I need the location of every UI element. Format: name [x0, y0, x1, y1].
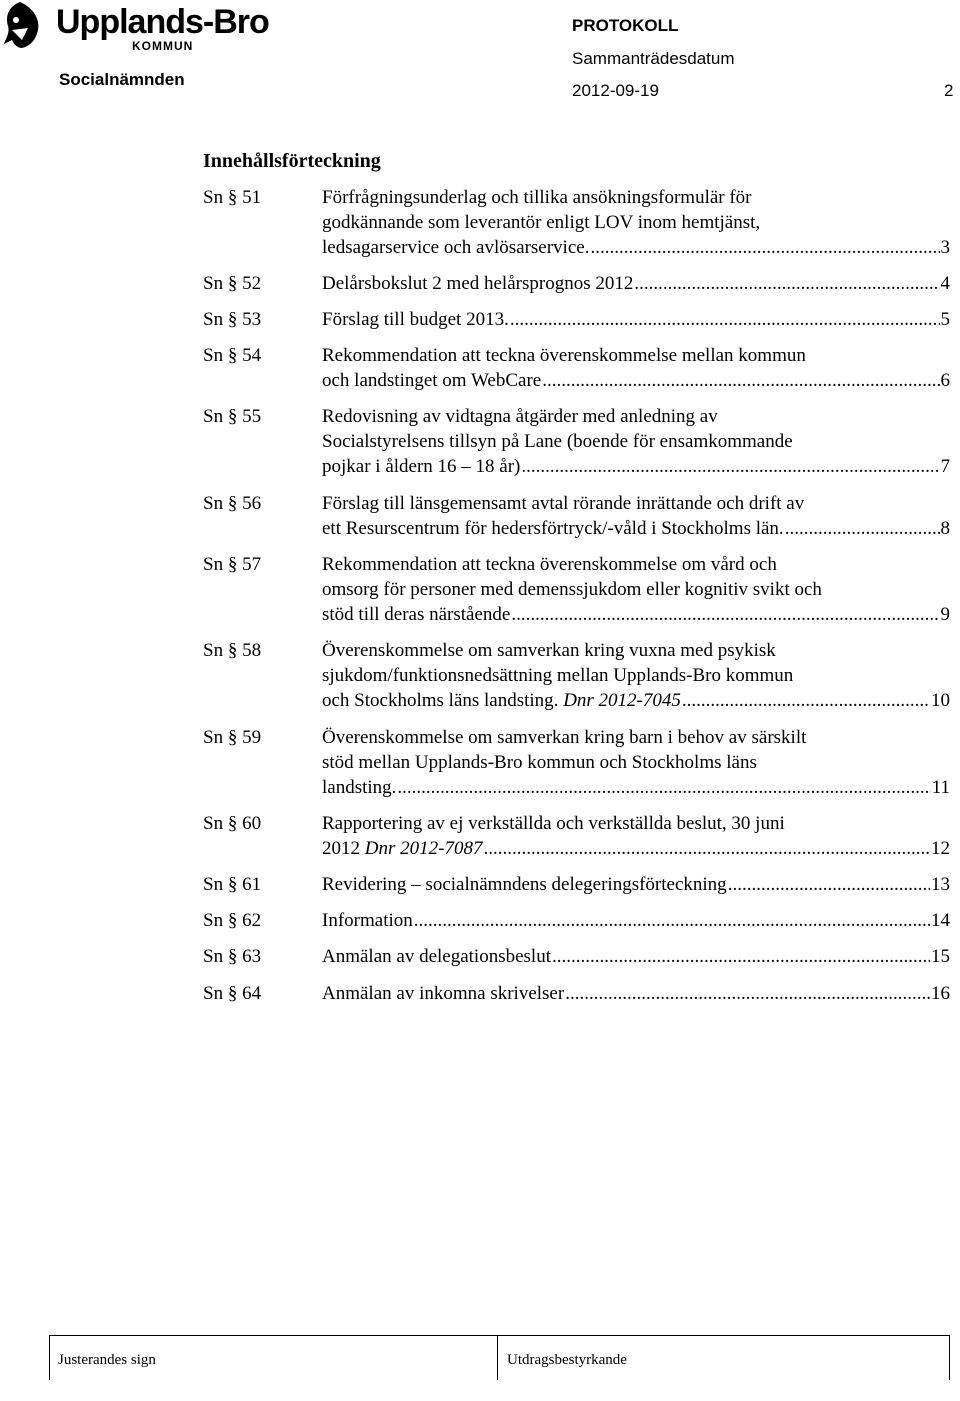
entry-text-line: Överenskommelse om samverkan kring vuxna med psykisk — [322, 640, 776, 661]
entry-text-line: Rekommendation att teckna överenskommelse om vård och — [322, 554, 777, 575]
page-ref: 15 — [931, 946, 950, 967]
toc-entry[interactable] — [203, 908, 950, 933]
dot-leader — [552, 944, 930, 969]
page-ref: 14 — [931, 910, 950, 931]
section-number: Sn § 62 — [203, 910, 262, 931]
entry-text-line: Socialstyrelsens tillsyn på Lane (boende för ensamkommande — [322, 431, 793, 452]
dnr-reference: Dnr 2012-7045 — [563, 690, 681, 711]
entry-text-line: Redovisning av vidtagna åtgärder med anledning av — [322, 406, 718, 427]
page-ref: 13 — [931, 874, 950, 895]
page-ref: 4 — [940, 273, 950, 294]
entry-text-line: Information — [322, 910, 413, 931]
dot-leader — [682, 688, 930, 713]
upplands-bro-logo — [0, 0, 300, 56]
toc-entry[interactable] — [203, 552, 950, 627]
dot-leader — [542, 368, 939, 393]
section-number: Sn § 53 — [203, 309, 262, 330]
entry-text-line: omsorg för personer med demenssjukdom eller kognitiv svikt och — [322, 579, 822, 600]
toc-entry[interactable] — [203, 307, 950, 332]
entry-text-line: sjukdom/funktionsnedsättning mellan Upplands-Bro kommun — [322, 665, 794, 686]
document-type: PROTOKOLL — [572, 16, 679, 35]
section-number: Sn § 61 — [203, 874, 262, 895]
entry-text-line: Förfrågningsunderlag och tillika ansökningsformulär för — [322, 187, 752, 208]
utdragsbestyrkande-label: Utdragsbestyrkande — [507, 1352, 627, 1368]
entry-text-line: Anmälan av delegationsbeslut — [322, 946, 551, 967]
dot-leader — [521, 454, 939, 479]
page-ref: 11 — [931, 777, 950, 798]
dot-leader — [785, 516, 940, 541]
toc-entry[interactable] — [203, 271, 950, 296]
entry-text-line: Överenskommelse om samverkan kring barn i behov av särskilt — [322, 727, 807, 748]
entry-text-line: ledsagarservice och avlösarservice. — [322, 237, 590, 258]
section-number: Sn § 57 — [203, 554, 262, 575]
signature-box — [49, 1335, 950, 1380]
toc-entry[interactable] — [203, 872, 950, 897]
entry-text-line: och Stockholms läns landsting. — [322, 690, 564, 711]
dot-leader — [511, 602, 939, 627]
signature-divider — [949, 1336, 950, 1380]
dnr-reference: Dnr 2012-7087 — [364, 838, 483, 859]
entry-text-line: Förslag till länsgemensamt avtal rörande inrättande och drift av — [322, 493, 805, 514]
page-ref: 9 — [940, 604, 950, 625]
justerandes-sign-label: Justerandes sign — [58, 1352, 156, 1368]
entry-text-line: Förslag till budget 2013. — [322, 309, 509, 330]
entry-text-line: Rapportering av ej verkställda och verkställda beslut, 30 juni — [322, 813, 785, 834]
section-number: Sn § 58 — [203, 640, 262, 661]
toc-entry[interactable] — [203, 725, 950, 800]
dot-leader — [590, 235, 939, 260]
meeting-date: 2012-09-19 — [572, 81, 659, 100]
entry-text-line: godkännande som leverantör enligt LOV inom hemtjänst, — [322, 212, 761, 233]
toc-entry[interactable] — [203, 404, 950, 479]
dot-leader — [728, 872, 930, 897]
section-number: Sn § 54 — [203, 345, 262, 366]
page-ref: 16 — [931, 983, 950, 1004]
dot-leader — [397, 775, 930, 800]
entry-text-line: Rekommendation att teckna överenskommelse mellan kommun — [322, 345, 806, 366]
page-ref: 7 — [940, 456, 950, 477]
page-ref: 10 — [931, 690, 950, 711]
page-number: 2 — [944, 81, 954, 100]
logo-subtext: KOMMUN — [132, 39, 194, 53]
page-ref: 3 — [940, 237, 950, 258]
logo-text: Upplands-Bro — [56, 3, 269, 41]
section-number: Sn § 56 — [203, 493, 262, 514]
section-number: Sn § 59 — [203, 727, 262, 748]
toc-entry[interactable] — [203, 981, 950, 1006]
dot-leader — [483, 836, 930, 861]
section-number: Sn § 64 — [203, 983, 262, 1004]
section-number: Sn § 51 — [203, 187, 262, 208]
page-ref: 5 — [940, 309, 950, 330]
toc-entry[interactable] — [203, 185, 950, 260]
section-number: Sn § 52 — [203, 273, 262, 294]
department-name: Socialnämnden — [59, 70, 185, 89]
page-ref: 12 — [931, 838, 950, 859]
section-number: Sn § 55 — [203, 406, 262, 427]
entry-text-line: stöd till deras närstående — [322, 604, 511, 625]
toc-entry[interactable] — [203, 491, 950, 541]
toc-title: Innehållsförteckning — [203, 150, 381, 172]
entry-text-line: Delårsbokslut 2 med helårsprognos 2012 — [322, 273, 634, 294]
toc-entry[interactable] — [203, 811, 950, 861]
toc-entry[interactable] — [203, 944, 950, 969]
page-ref: 6 — [940, 370, 950, 391]
entry-text-line: Revidering – socialnämndens delegeringsförteckning — [322, 874, 727, 895]
entry-text-line: och landstinget om WebCare — [322, 370, 542, 391]
entry-text-line: Anmälan av inkomna skrivelser — [322, 983, 565, 1004]
entry-text-line: stöd mellan Upplands-Bro kommun och Stockholms läns — [322, 752, 757, 773]
toc-entry[interactable] — [203, 343, 950, 393]
dot-leader — [510, 307, 940, 332]
section-number: Sn § 60 — [203, 813, 262, 834]
toc-entry[interactable] — [203, 638, 950, 713]
signature-divider — [497, 1336, 498, 1380]
dot-leader — [634, 271, 939, 296]
page-ref: 8 — [940, 518, 950, 539]
entry-text-line: landsting. — [322, 777, 397, 798]
section-number: Sn § 63 — [203, 946, 262, 967]
meeting-date-label: Sammanträdesdatum — [572, 49, 735, 68]
logo-emblem-icon — [4, 2, 38, 48]
dot-leader — [414, 908, 930, 933]
entry-text-line: 2012 — [322, 838, 365, 859]
entry-text-line: pojkar i åldern 16 – 18 år) — [322, 456, 521, 477]
dot-leader — [565, 981, 930, 1006]
entry-text-line: ett Resurscentrum för hedersförtryck/-våld i Stockholms län. — [322, 518, 784, 539]
